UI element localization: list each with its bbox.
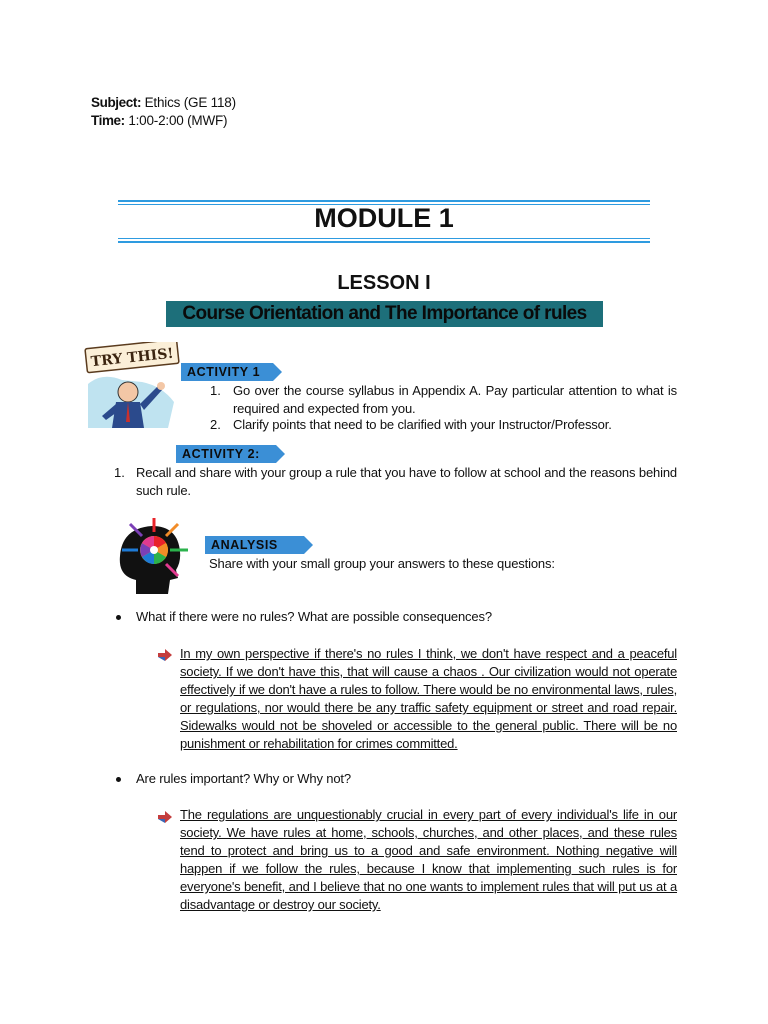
arrow-bullet-icon [158, 810, 172, 822]
bullet-icon [116, 615, 121, 620]
activity1-item-1: Go over the course syllabus in Appendix A. Pay particular attention to what is required and expected from you. [233, 383, 677, 416]
bullet-icon [116, 777, 121, 782]
lesson-title: LESSON I [337, 272, 431, 294]
activity2-tag: ACTIVITY 2: [176, 445, 276, 463]
time-value: 1:00-2:00 (MWF) [124, 113, 228, 128]
time-line [91, 113, 227, 128]
try-this-text: TRY THIS! [90, 345, 175, 371]
question-1: What if there were no rules? What are possible consequences? [136, 609, 492, 624]
arrow-bullet-icon [158, 648, 172, 660]
analysis-head-icon [108, 516, 196, 594]
try-this-illustration [82, 342, 182, 430]
analysis-tag: ANALYSIS [205, 536, 304, 554]
time-label: Time: [91, 113, 125, 128]
bottom-rule [118, 241, 650, 243]
subject-value: Ethics (GE 118) [141, 95, 236, 110]
subject-label: Subject: [91, 95, 142, 110]
activity1-item-2-num: 2. [210, 417, 221, 432]
module-title: MODULE 1 [314, 203, 454, 233]
activity2-item-1: Recall and share with your group a rule that you have to follow at school and the reasons behind such rule. [136, 465, 677, 498]
question-2: Are rules important? Why or Why not? [136, 771, 351, 786]
answer-1: In my own perspective if there's no rules I think, we don't have respect and a peaceful society. If we don't have this, that will cause a chaos . Our civilization would not operate effectively if we don't have a rules to follow. There would be no environmental laws, rules, or regulations, nor would there be any traffic safety equipment or street and road repair. Sidewalks would not be shoveled or accessible to the general public. There will be no punishment or rehabilitation for crimes committed. [180, 646, 677, 751]
answer-2: The regulations are unquestionably crucial in every part of every individual's life in our society. We have rules at home, schools, churches, and other places, and these rules tend to protect and bring us to a good and safe environment. Nothing negative will happen if we follow the rules, because I know that implementing such rules is for everyone's benefit, and I believe that no one wants to implement rules that will put us at a disadvantage or destroy our society. [180, 807, 677, 912]
analysis-intro: Share with your small group your answers to these questions: [209, 556, 555, 571]
activity1-item-1-num: 1. [210, 383, 221, 398]
subject-line [91, 95, 236, 110]
activity1-item-2: Clarify points that need to be clarified with your Instructor/Professor. [233, 417, 612, 432]
lesson-subtitle: Course Orientation and The Importance of rules [166, 301, 603, 327]
activity2-item-1-num: 1. [114, 465, 125, 480]
activity1-tag: ACTIVITY 1 [181, 363, 273, 381]
top-rule [118, 200, 650, 202]
bottom-rule-thin [118, 238, 650, 239]
